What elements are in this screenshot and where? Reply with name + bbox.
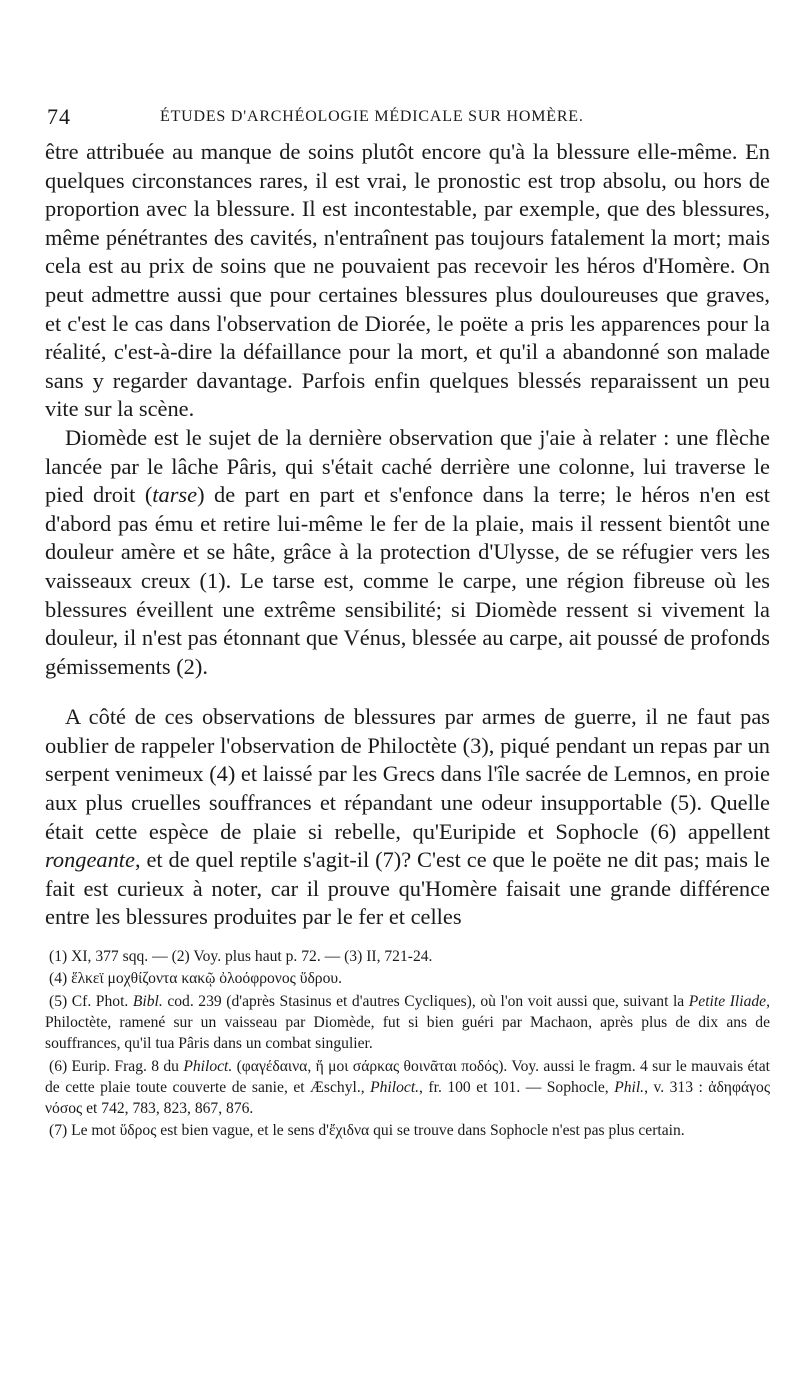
paragraph-2: Diomède est le sujet de la dernière observation que j'aie à relater : une flèche lancée par le lâche Pâris, qui s'était caché derrière une colonne, lui traverse le pied droit (tarse) de part en part et s'enfonce dans la terre; le héros n'en est d'abord pas ému et retire lui-même le fer de la plaie, mais il ressent bientôt une douleur amère et se hâte, grâce à la protection d'Ulysse, de se réfugier vers les vaisseaux creux (1). Le tarse est, comme le carpe, une région fibreuse où les blessures éveillent une extrême sensibilité; si Diomède ressent si vivement la douleur, il n'est pas étonnant que Vénus, blessée au carpe, ait poussé de profonds gémissements (2). [45, 424, 770, 679]
page-number: 74 [47, 104, 71, 129]
body-text [45, 138, 770, 932]
running-title: ÉTUDES D'ARCHÉOLOGIE MÉDICALE SUR HOMÈRE. [160, 108, 584, 125]
running-head [45, 100, 770, 138]
footnote-1-3: (1) XI, 377 sqq. — (2) Voy. plus haut p. 72. — (3) II, 721-24. [49, 948, 433, 966]
footnote-5: (5) Cf. Phot. Bibl. cod. 239 (d'après Stasinus et d'autres Cycliques), où l'on voit aussi que, suivant la Petite Iliade, Philoctète, ramené sur un vaisseau par Diomède, fut si bien guéri par Machaon, après plus de dix ans de souffrances, qu'il tua Pâris dans un combat singulier. [45, 992, 770, 1053]
paragraph-1: être attribuée au manque de soins plutôt encore qu'à la blessure elle-même. En quelques circonstances rares, il est vrai, le pronostic est trop absolu, ou hors de proportion avec la blessure. Il est incontestable, par exemple, que des blessures, même pénétrantes des cavités, n'entraînent pas toujours fatalement la mort; mais cela est au prix de soins que ne pouvaient pas recevoir les héros d'Homère. On peut admettre aussi que pour certaines blessures plus douloureuses que graves, et c'est le cas dans l'observation de Diorée, le poëte a pris les apparences pour la réalité, c'est-à-dire la défaillance pour la mort, et qu'il a abandonné son malade sans y regarder davantage. Parfois enfin quelques blessés reparaissent un peu vite sur la scène. [45, 139, 770, 422]
paragraph-3: A côté de ces observations de blessures par armes de guerre, il ne faut pas oublier de rappeler l'observation de Philoctète (3), piqué pendant un repas par un serpent venimeux (4) et laissé par les Grecs dans l'île sacrée de Lemnos, en proie aux plus cruelles souffrances et répandant une odeur insupportable (5). Quelle était cette espèce de plaie si rebelle, qu'Euripide et Sophocle (6) appellent rongeante, et de quel reptile s'agit-il (7)? C'est ce que le poëte ne dit pas; mais le fait est curieux à noter, car il prouve qu'Homère faisait une grande différence entre les blessures produites par le fer et celles [45, 704, 770, 930]
footnote-4: (4) ἕλκεϊ μοχθίζοντα κακῷ ὀλοόφρονος ὕδρου. [49, 970, 342, 988]
footnote-7: (7) Le mot ὕδρος est bien vague, et le sens d'ἔχιδνα qui se trouve dans Sophocle n'est pas plus certain. [49, 1122, 685, 1140]
footnote-6: (6) Eurip. Frag. 8 du Philoct. (φαγέδαινα, ἥ μοι σάρκας θοινᾶται ποδός). Voy. aussi le fragm. 4 sur le mauvais état de cette plaie toute couverte de sanie, et Æschyl., Philoct., fr. 100 et 101. — Sophocle, Phil., v. 313 : ἀδηφάγος νόσος et 742, 783, 823, 867, 876. [45, 1057, 770, 1118]
footnotes [45, 946, 770, 1142]
